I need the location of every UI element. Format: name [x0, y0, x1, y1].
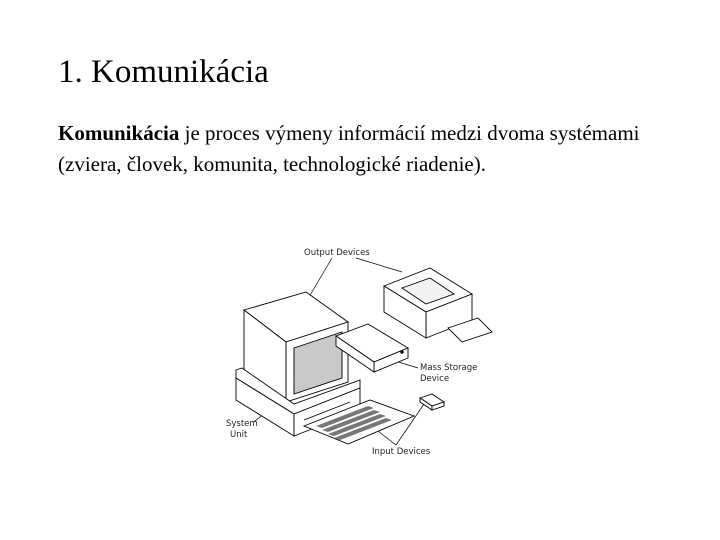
label-input-devices: Input Devices [372, 447, 431, 457]
body-text: je proces výmeny informácií medzi dvoma systémami (zviera, človek, komunita, technologické riadenie). [58, 121, 640, 176]
label-mass-storage-device: Device [420, 374, 450, 384]
label-unit: Unit [230, 430, 248, 440]
label-output-devices: Output Devices [304, 248, 370, 258]
computer-system-illustration [224, 240, 506, 460]
slide-title: 1. Komunikácia [58, 54, 269, 90]
printer [384, 268, 492, 342]
mouse [420, 394, 444, 410]
slide-body [58, 118, 658, 180]
label-system: System [226, 419, 258, 429]
label-mass-storage: Mass Storage [420, 363, 478, 373]
body-term: Komunikácia [58, 121, 180, 145]
